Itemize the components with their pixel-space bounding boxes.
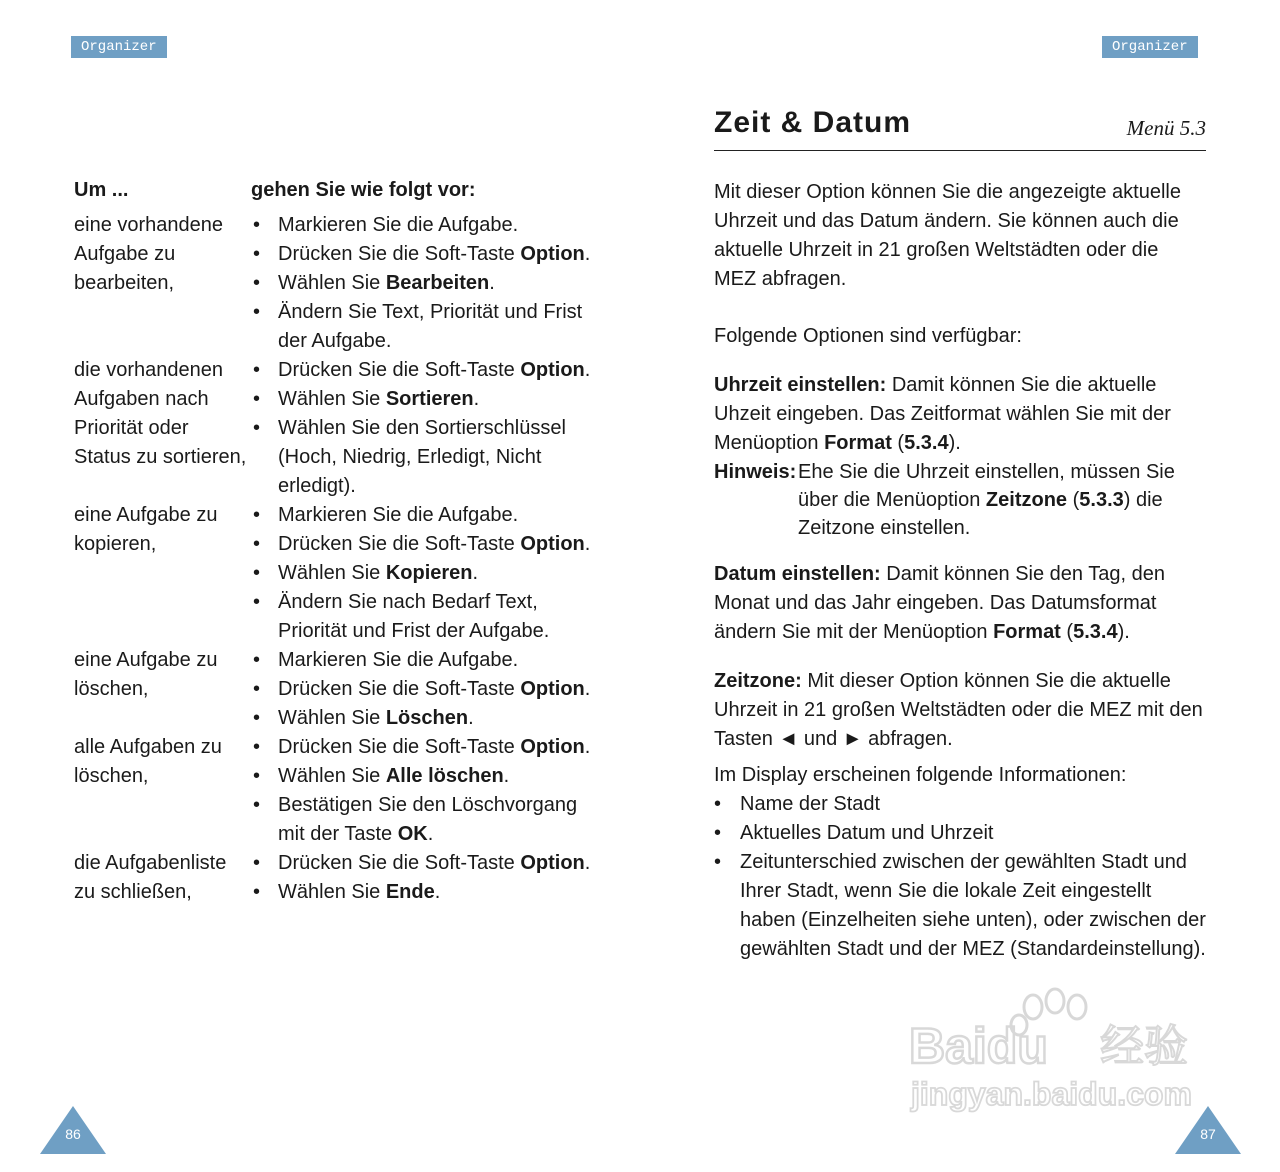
step-end: . <box>468 707 474 729</box>
step-keyword: Sortieren <box>385 388 474 410</box>
page-number-right: 87 <box>1200 1126 1216 1142</box>
hinweis-note <box>714 458 1206 542</box>
step-end: . <box>427 823 434 845</box>
display-section <box>714 761 1206 964</box>
list-item <box>251 675 594 704</box>
hinweis-label: Hinweis: <box>714 461 797 483</box>
table-row <box>74 733 594 849</box>
step-keyword: Bearbeiten <box>385 272 490 294</box>
step-keyword: Option <box>520 736 585 758</box>
task-line: Aufgaben nach <box>74 388 209 410</box>
task-cell <box>74 733 251 849</box>
step-text: Bestätigen Sie den Löschvorgang mit der Taste <box>278 794 578 845</box>
step-text: Drücken Sie die Soft-Taste <box>278 736 521 758</box>
task-line: eine vorhandene <box>74 214 224 236</box>
datum-ref-post: ). <box>1117 621 1130 643</box>
steps-list <box>251 356 594 501</box>
datum-ref: 5.3.4 <box>1073 621 1118 643</box>
zeitzone-end: abfragen. <box>862 728 953 750</box>
list-item <box>251 356 594 385</box>
step-text: Drücken Sie die Soft-Taste <box>278 678 521 700</box>
step-text: Wählen Sie <box>278 562 386 584</box>
list-item <box>251 385 594 414</box>
steps-cell <box>251 733 594 849</box>
left-page-table <box>74 176 594 907</box>
step-keyword: Option <box>520 359 585 381</box>
list-item <box>251 733 594 762</box>
table-row <box>74 849 594 907</box>
steps-list <box>251 501 594 646</box>
datum-text: Damit können Sie den Tag, den Monat und das Jahr eingeben. Das Datumsformat ändern Sie mit der Menüoption <box>714 563 1165 643</box>
table-row <box>74 646 594 733</box>
table-rows <box>74 211 594 907</box>
step-keyword: Kopieren <box>385 562 473 584</box>
uhrzeit-text: Damit können Sie die aktuelle Uhzeit eingeben. Das Zeitformat wählen Sie mit der Menüoption <box>714 374 1171 454</box>
step-text: Drücken Sie die Soft-Taste <box>278 852 521 874</box>
datum-label: Datum einstellen: <box>714 563 881 585</box>
step-text: Wählen Sie <box>278 388 386 410</box>
task-line: Status zu sortieren, <box>74 446 247 468</box>
hinweis-ref-pre: ( <box>1067 489 1080 511</box>
steps-cell <box>251 501 594 646</box>
step-keyword: Option <box>520 533 585 555</box>
step-keyword: OK <box>397 823 428 845</box>
task-line: Priorität oder <box>74 417 189 439</box>
zeitzone-und: und <box>798 728 843 750</box>
datum-format: Format <box>993 621 1061 643</box>
list-item <box>251 791 594 849</box>
step-end: . <box>489 272 495 294</box>
list-item <box>251 559 594 588</box>
watermark-cn: 经验 <box>1100 1021 1188 1072</box>
steps-cell <box>251 646 594 733</box>
step-text: Drücken Sie die Soft-Taste <box>278 359 521 381</box>
uhrzeit-section <box>714 371 1206 542</box>
step-text: Markieren Sie die Aufgabe. <box>278 504 519 526</box>
list-item <box>251 646 594 675</box>
left-arrow-icon: ◄ <box>778 728 799 750</box>
step-end: . <box>584 852 591 874</box>
zeitzone-label: Zeitzone: <box>714 670 802 692</box>
list-item <box>251 414 594 501</box>
step-text: Ändern Sie nach Bedarf Text, Priorität und Frist der Aufgabe. <box>278 591 550 642</box>
list-item <box>251 849 594 878</box>
col1-header: Um ... <box>74 179 129 201</box>
steps-list <box>251 211 594 356</box>
list-item <box>251 501 594 530</box>
step-text: Drücken Sie die Soft-Taste <box>278 243 521 265</box>
hinweis-zeitzone: Zeitzone <box>985 489 1068 511</box>
task-cell <box>74 849 251 907</box>
step-keyword: Option <box>520 243 585 265</box>
table-row <box>74 501 594 646</box>
steps-list <box>251 733 594 849</box>
hinweis-text: Ehe Sie die Uhrzeit einstellen, müssen Sie über die Menüoption <box>798 461 1175 511</box>
list-item <box>251 762 594 791</box>
list-item: • Aktuelles Datum und Uhrzeit <box>714 819 1206 848</box>
list-item <box>251 704 594 733</box>
step-end: . <box>472 562 479 584</box>
step-end: . <box>473 388 480 410</box>
hinweis-ref: 5.3.3 <box>1079 489 1124 511</box>
options-intro <box>714 322 1206 351</box>
list-item <box>251 269 594 298</box>
step-text: Markieren Sie die Aufgabe. <box>278 214 519 236</box>
task-line: kopieren, <box>74 533 157 555</box>
step-text: Wählen Sie <box>278 881 386 903</box>
title-row <box>714 104 1206 151</box>
datum-paragraph <box>714 560 1206 647</box>
list-item <box>251 878 594 907</box>
step-end: . <box>584 359 591 381</box>
step-text: Markieren Sie die Aufgabe. <box>278 649 519 671</box>
step-text: Wählen Sie <box>278 707 386 729</box>
task-cell <box>74 646 251 733</box>
task-line: löschen, <box>74 765 149 787</box>
step-end: . <box>584 533 591 555</box>
zeitzone-section <box>714 667 1206 754</box>
display-list <box>714 790 1206 964</box>
datum-section <box>714 560 1206 647</box>
steps-list <box>251 849 594 907</box>
list-item <box>251 211 594 240</box>
step-end: . <box>584 243 591 265</box>
step-keyword: Alle löschen <box>385 765 504 787</box>
step-text: Drücken Sie die Soft-Taste <box>278 533 521 555</box>
table-header <box>74 176 594 205</box>
table-row <box>74 356 594 501</box>
datum-ref-pre: ( <box>1060 621 1074 643</box>
watermark-brand: Baidu <box>909 1018 1048 1074</box>
task-line: zu schließen, <box>74 881 192 903</box>
step-end: . <box>584 678 591 700</box>
task-cell <box>74 356 251 501</box>
baidu-watermark-logo <box>905 985 1205 1115</box>
step-end: . <box>584 736 591 758</box>
uhrzeit-format: Format <box>824 432 892 454</box>
step-text: Wählen Sie den Sortierschlüssel (Hoch, Niedrig, Erledigt, Nicht erledigt). <box>278 417 566 497</box>
intro-paragraph <box>714 178 1206 294</box>
uhrzeit-ref-post: ). <box>948 432 961 454</box>
task-line: Aufgabe zu <box>74 243 176 265</box>
page-number-left: 86 <box>65 1126 81 1142</box>
watermark-url: jingyan.baidu.com <box>911 1076 1192 1112</box>
list-item <box>251 530 594 559</box>
step-text: Wählen Sie <box>278 272 386 294</box>
step-keyword: Option <box>520 852 585 874</box>
task-line: die vorhandenen <box>74 359 224 381</box>
uhrzeit-paragraph <box>714 371 1206 458</box>
display-intro: Im Display erscheinen folgende Informationen: <box>714 764 1127 786</box>
steps-cell <box>251 356 594 501</box>
zeitzone-text: Mit dieser Option können Sie die aktuelle Uhrzeit in 21 großen Weltstädten oder die MEZ mit den Tasten <box>714 670 1203 750</box>
task-cell <box>74 211 251 356</box>
task-line: alle Aufgaben zu <box>74 736 222 758</box>
zeitzone-paragraph <box>714 667 1206 754</box>
task-cell <box>74 501 251 646</box>
hinweis-body <box>798 458 1206 542</box>
section-tag-left: Organizer <box>71 36 167 58</box>
uhrzeit-ref-pre: ( <box>891 432 905 454</box>
hinweis-ref-post: ) die Zeitzone einstellen. <box>798 489 1163 539</box>
right-arrow-icon: ► <box>842 728 863 750</box>
step-end: . <box>503 765 510 787</box>
col2-header: gehen Sie wie folgt vor: <box>251 179 476 201</box>
step-end: . <box>434 881 441 903</box>
steps-cell <box>251 211 594 356</box>
list-item: • Zeitunterschied zwischen der gewählten Stadt und Ihrer Stadt, wenn Sie die lokale Zeit eingestellt haben (Einzelheiten siehe unten), oder zwischen der gewählten Stadt und der MEZ (Standardeinstellung). <box>714 848 1206 964</box>
options-intro-text: Folgende Optionen sind verfügbar: <box>714 325 1022 347</box>
task-line: löschen, <box>74 678 149 700</box>
list-item <box>251 298 594 356</box>
steps-list <box>251 646 594 733</box>
list-item: • Name der Stadt <box>714 790 1206 819</box>
step-keyword: Ende <box>385 881 435 903</box>
table-row <box>74 211 594 356</box>
intro-text: Mit dieser Option können Sie die angezeigte aktuelle Uhrzeit und das Datum ändern. Sie können auch die aktuelle Uhrzeit in 21 großen Weltstädten oder die MEZ abfragen. <box>714 181 1181 290</box>
menu-number: Menü 5.3 <box>1126 116 1206 140</box>
page-title: Zeit & Datum <box>714 106 912 139</box>
step-text: Ändern Sie Text, Priorität und Frist der Aufgabe. <box>278 301 583 352</box>
task-line: die Aufgabenliste <box>74 852 227 874</box>
step-keyword: Löschen <box>385 707 469 729</box>
step-text: Wählen Sie <box>278 765 386 787</box>
steps-cell <box>251 849 594 907</box>
task-line: bearbeiten, <box>74 272 175 294</box>
task-line: eine Aufgabe zu <box>74 649 218 671</box>
section-tag-right: Organizer <box>1102 36 1198 58</box>
step-keyword: Option <box>520 678 585 700</box>
list-item <box>251 588 594 646</box>
uhrzeit-label: Uhrzeit einstellen: <box>714 374 887 396</box>
task-line: eine Aufgabe zu <box>74 504 218 526</box>
list-item <box>251 240 594 269</box>
uhrzeit-ref: 5.3.4 <box>904 432 949 454</box>
